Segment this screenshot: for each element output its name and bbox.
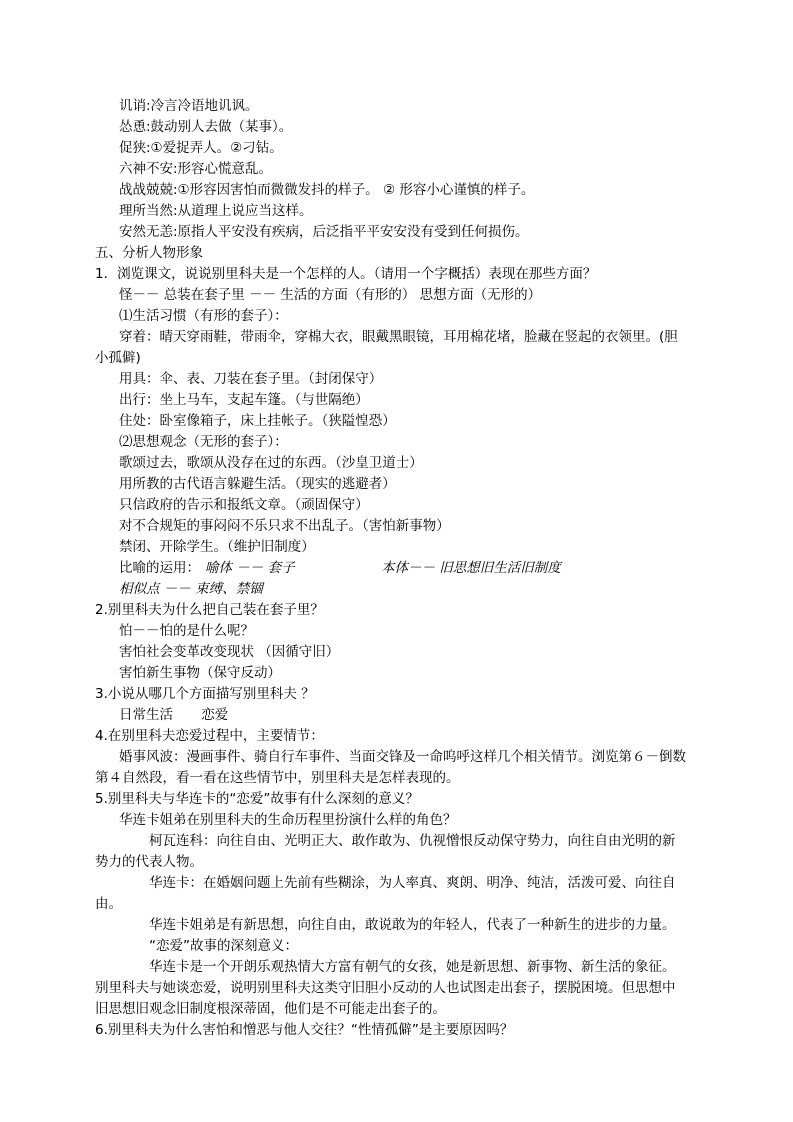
body-line-continued: 由。 [95,896,122,912]
vehicle-term: 喻体 －－ 套子 [205,560,295,576]
body-line: 穿着：晴天穿雨鞋，带雨伞，穿棉大衣，眼戴黑眼镜，耳用棉花堵，脸藏在竖起的衣领里。(胆 [119,329,678,345]
body-line: 怪－－ 总装在套子里 －－ 生活的方面（有形的） 思想方面（无形的） [119,287,542,303]
body-line-continued: 别里科夫与她谈恋爱，说明别里科夫这类守旧胆小反动的人也试图走出套子，摆脱困境。但思想中 [95,980,676,996]
body-line-continued: 第４自然段，看一看在这些情节中，别里科夫是怎样表现的。 [95,770,460,786]
body-line-continued: 旧思想旧观念旧制度根深蒂固，他们是不可能走出套子的。 [95,1001,446,1017]
question-5: 5.别里科夫与华连卡的“恋爱”故事有什么深刻的意义？ [95,791,419,807]
question-1: 1．浏览课文，说说别里科夫是一个怎样的人。（请用一个字概括）表现在那些方面？ [95,266,597,282]
body-line: 华连卡：在婚姻问题上先前有些糊涂，为人率真、爽朗、明净、纯洁，活泼可爱、向往自 [149,875,676,891]
vocab-line: 怂恿:鼓动别人去做（某事）。 [119,119,293,135]
body-line: 华连卡姐弟在别里科夫的生命历程里扮演什么样的角色？ [119,812,457,828]
sub-heading: ⑴生活习惯（有形的套子）： [119,308,288,324]
vocab-line: 理所当然:从道理上说应当这样。 [119,203,313,219]
vocab-line: 促狭:①爱捉弄人。②刁钻。 [119,140,283,156]
vocab-line: 讥诮:冷言冷语地讥讽。 [119,98,259,114]
body-line-continued: 小孤僻) [95,350,141,366]
body-line: 怕－－怕的是什么呢？ [119,623,254,639]
section-heading: 五、分析人物形象 [95,245,203,261]
body-line: 婚事风波：漫画事件、骑自行车事件、当面交锋及一命呜呼这样几个相关情节。浏览第６－倒数 [119,749,686,765]
question-4: 4.在别里科夫恋爱过程中，主要情节： [95,728,324,744]
body-line: 日常生活 恋爱 [119,707,229,723]
metaphor-label: 比喻的运用： [119,560,200,576]
body-line: 害怕新生事物（保守反动） [119,665,281,681]
similarity-term: 相似点 －－ 束缚、禁锢 [119,581,263,597]
vocab-line: 战战兢兢:①形容因害怕而微微发抖的样子。 ② 形容小心谨慎的样子。 [119,182,535,198]
question-2: 2.别里科夫为什么把自己装在套子里？ [95,602,324,618]
body-line: 用具：伞、表、刀装在套子里。（封闭保守） [119,371,383,387]
body-line: 歌颂过去，歌颂从没存在过的东西。（沙皇卫道士） [119,455,423,471]
vocab-line: 安然无恙:原指人平安没有疾病，后泛指平平安安没有受到任何损伤。 [119,224,529,240]
question-6: 6.别里科夫为什么害怕和憎恶与他人交往？“性情孤僻”是主要原因吗？ [95,1022,514,1038]
body-line: 禁闭、开除学生。（维护旧制度） [119,539,315,555]
body-line: 华连卡是一个开朗乐观热情大方富有朝气的女孩，她是新思想、新事物、新生活的象征。 [149,959,676,975]
body-line: 只信政府的告示和报纸文章。（顽固保守） [119,497,369,513]
vocab-line: 六神不安:形容心慌意乱。 [119,161,273,177]
tenor-term: 本体－－ 旧思想旧生活旧制度 [381,560,561,576]
body-line-continued: 势力的代表人物。 [95,854,203,870]
body-line: “恋爱”故事的深刻意义： [149,938,298,954]
body-line: 柯瓦连科：向往自由、光明正大、敢作敢为、仇视憎恨反动保守势力，向往自由光明的新 [149,833,676,849]
body-line: 出行：坐上马车，支起车篷。（与世隔绝） [119,392,369,408]
sub-heading: ⑵思想观念（无形的套子）： [119,434,288,450]
question-3: 3.小说从哪几个方面描写别里科夫 ？ [95,686,315,702]
body-line: 华连卡姐弟是有新思想，向往自由，敢说敢为的年轻人，代表了一种新生的进步的力量。 [149,917,676,933]
body-line: 害怕社会变革改变现状 （因循守旧） [119,644,340,660]
body-line: 用所教的古代语言躲避生活。（现实的逃避者） [119,476,396,492]
body-line: 对不合规矩的事闷闷不乐只求不出乱子。（害怕新事物） [119,518,450,534]
body-line: 住处：卧室像箱子，床上挂帐子。（狭隘惶恐） [119,413,396,429]
